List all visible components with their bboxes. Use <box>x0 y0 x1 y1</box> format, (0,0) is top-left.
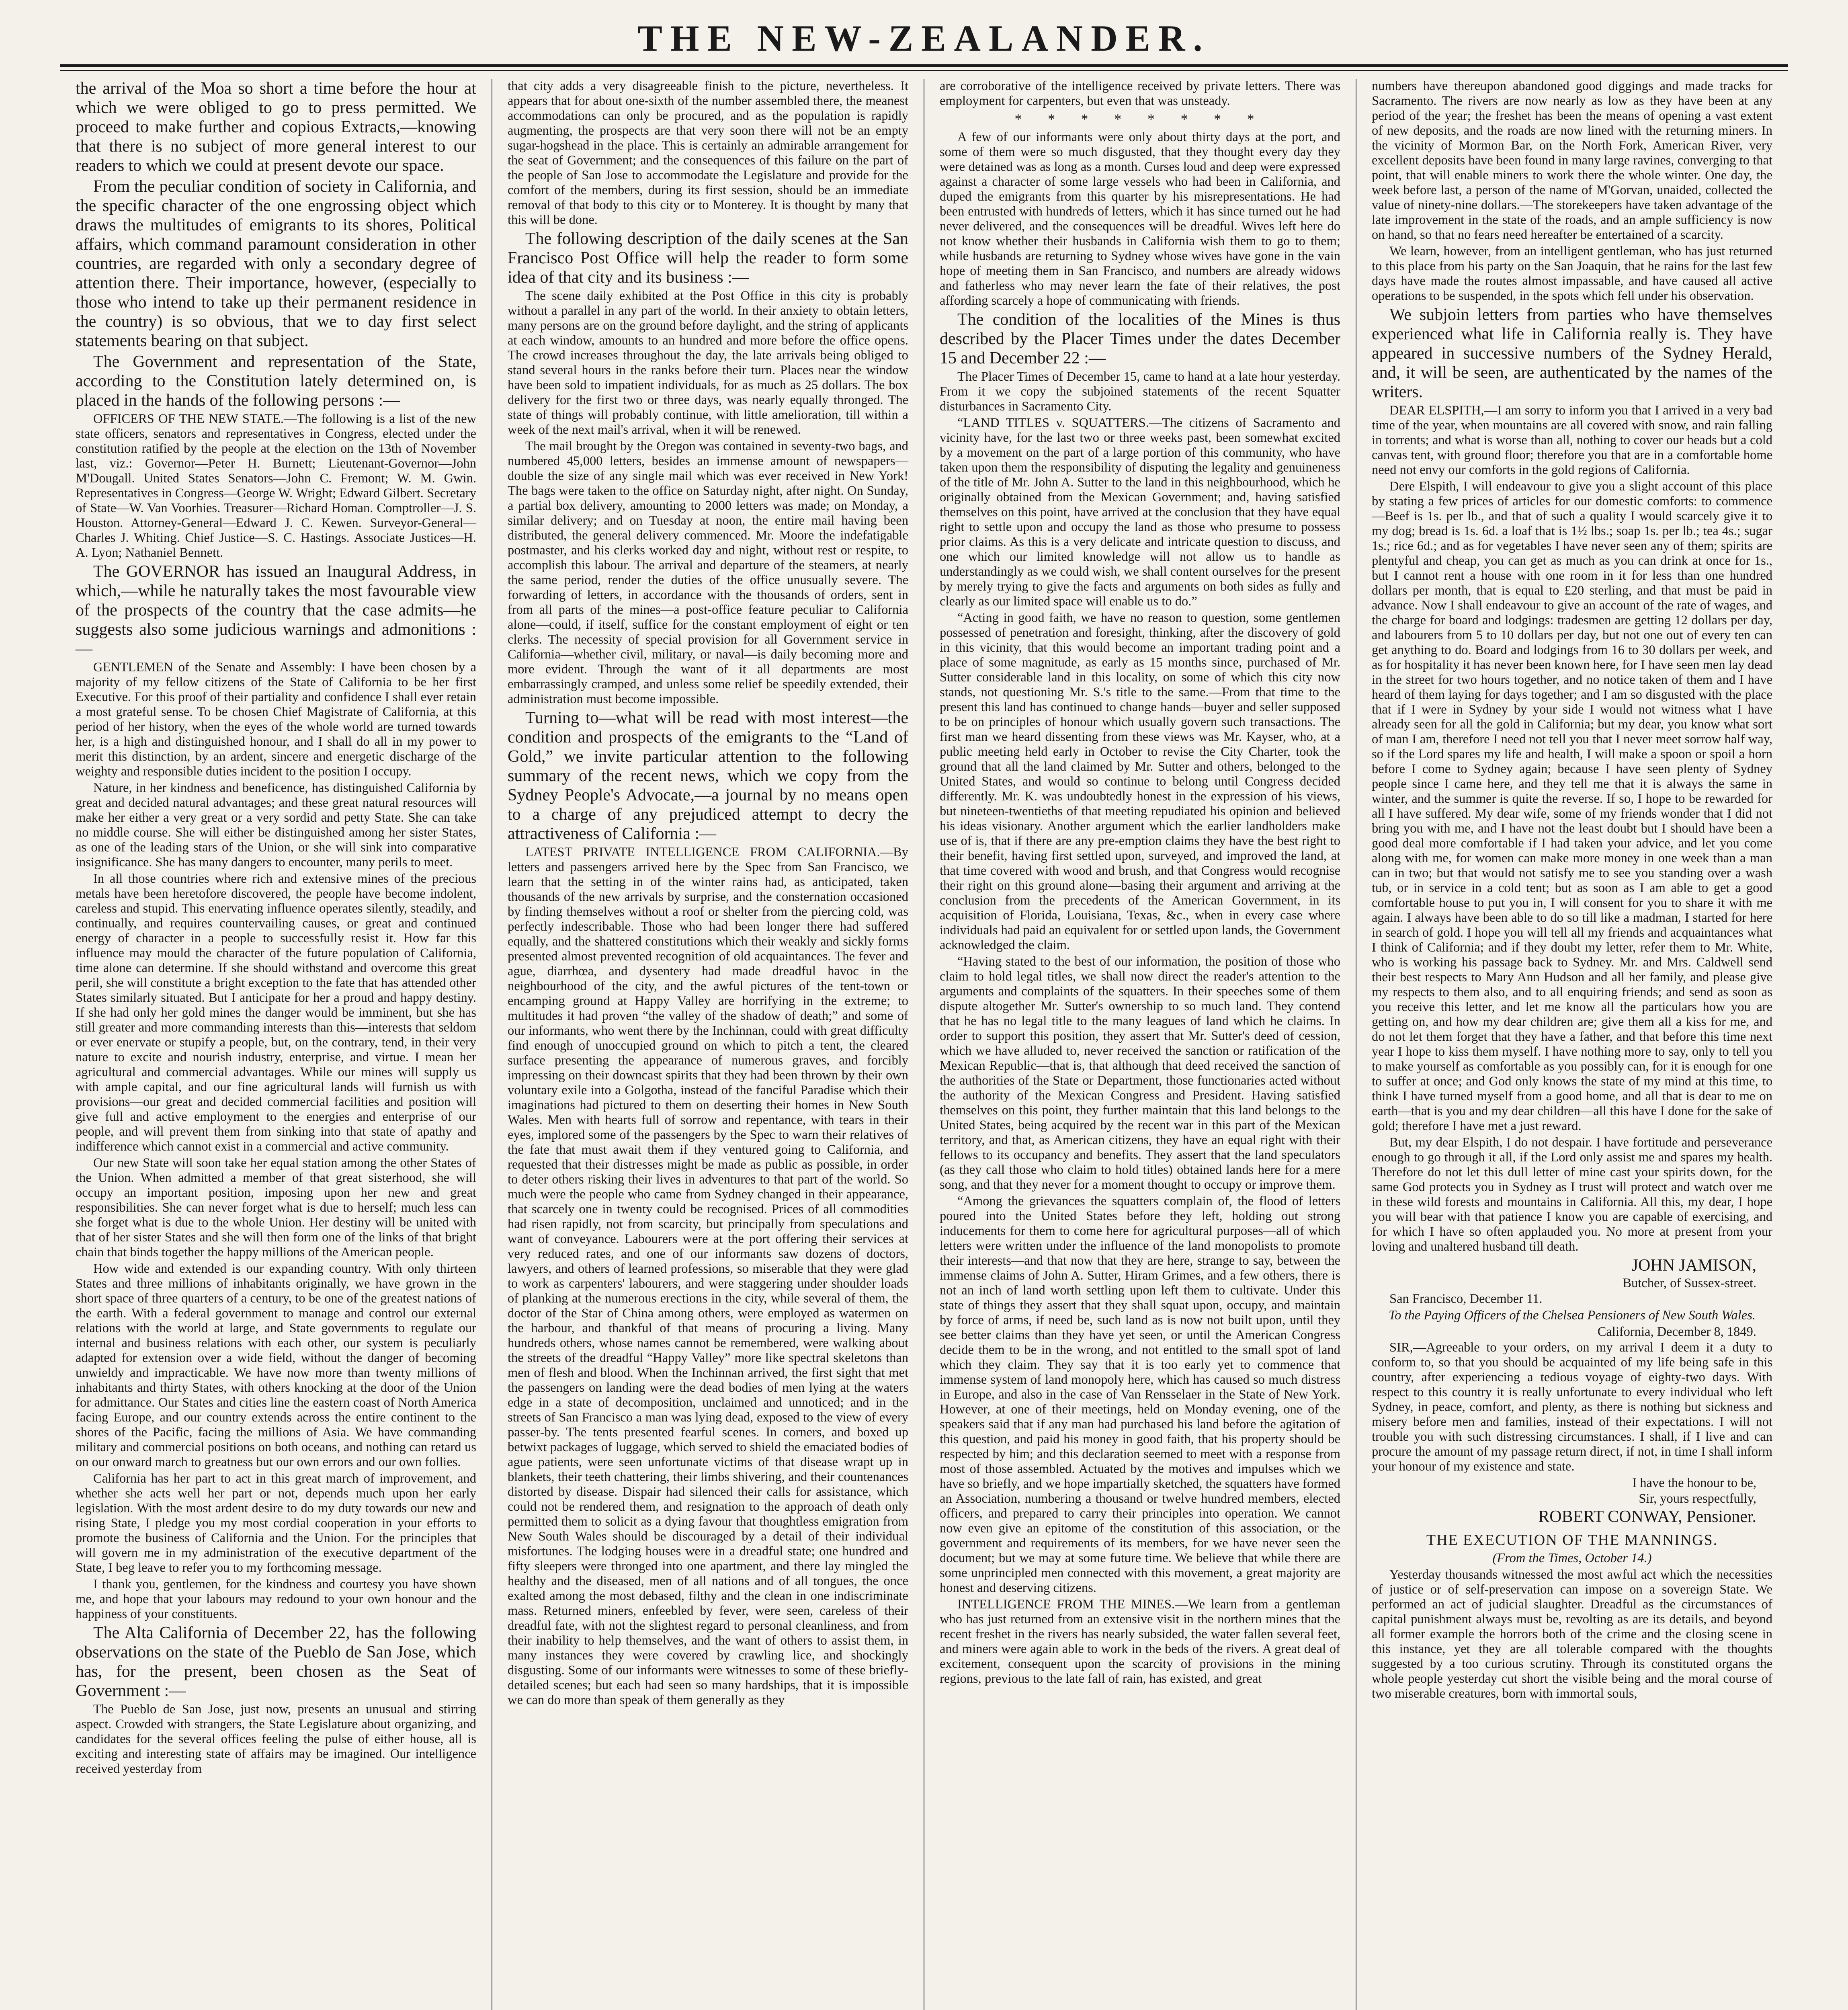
article-paragraph: But, my dear Elspith, I do not despair. I have fortitude and perseverance enough to go through it all, if the Lord only assist me and spares my health. Therefore do not let this dull letter of mine cast your spirits down, for the same God protects you in Sydney as I trust will protect and watch over me in these wild forests and mountains in California. All this, my dear, I hope you will bear with that patience I know you are capable of exercising, and for which I have so often applauded you. No more at present from your loving and unaltered husband till death. <box>1372 1135 1772 1254</box>
article-paragraph: Nature, in her kindness and beneficence, has distinguished California by great and decided natural advantages; and these great natural resources will make her either a very great or a very sordid and petty State. She can take no middle course. She will either be distinguished among her sister States, as one of the leading stars of the Union, or she will sink into comparative insignificance. She has many dangers to encounter, many perils to meet. <box>76 781 476 870</box>
article-paragraph: are corroborative of the intelligence received by private letters. There was employment for carpenters, but even that was unsteady. <box>940 79 1340 108</box>
signature-line: ROBERT CONWAY, Pensioner. <box>1538 1508 1756 1526</box>
article-paragraph: The Alta California of December 22, has the following observations on the state of the Pueblo de San Jose, which has, for the present, been chosen as the Seat of Government :— <box>76 1624 476 1700</box>
article-paragraph: INTELLIGENCE FROM THE MINES.—We learn from a gentleman who has just returned from an extensive visit in the northern mines that the recent freshet in the rivers has nearly subsided, the water fallen several feet, and miners were again able to work in the beds of the rivers. A great deal of excitement, consequent upon the scarcity of provisions in the mining regions, previous to the late fall of rain, has existed, and great <box>940 1597 1340 1686</box>
section-heading: THE EXECUTION OF THE MANNINGS. <box>1426 1532 1718 1549</box>
column-3 <box>924 79 1356 2010</box>
article-paragraph: The GOVERNOR has issued an Inaugural Address, in which,—while he naturally takes the most favourable view of the prospects of the country that the case admits—he suggests also some judicious warnings and admonitions :— <box>76 562 476 658</box>
article-paragraph: “Having stated to the best of our information, the position of those who claim to hold legal titles, we shall now direct the reader's attention to the arguments and complaints of the squatters. In their speeches some of them dispute altogether Mr. Sutter's ownership to so much land. They contend that he has no legal title to the many leagues of land which he claims. In order to support this position, they assert that Mr. Sutter's deed of cession, which we have alluded to, never received the sanction or ratification of the Mexican Republic—that is, that although that deed received the sanction of the authorities of the State or Department, those functionaries acted without the authority of the Mexican Congress and President. Having satisfied themselves on this point, they further maintain that this land belongs to the United States, being acquired by the recent war in this part of the Mexican territory, and that, as American citizens, they have an equal right with their fellows to its occupancy and benefits. They assert that the land speculators (as they call those who claim to hold titles) obtained lands here for a mere song, and that they never for a moment thought to occupy or improve them. <box>940 954 1340 1192</box>
columns <box>60 79 1788 2010</box>
article-paragraph: numbers have thereupon abandoned good diggings and made tracks for Sacramento. The rivers are now nearly as low as they have been at any period of the year; the freshet has been the means of opening a vast extent of new deposits, and the roads are now lined with the returning miners. In the vicinity of Mormon Bar, on the North Fork, American River, very excellent deposits have been found in many large ravines, converging to that point, that will enable miners to work there the whole winter. One day, the week before last, a person of the name of M'Gorvan, unaided, collected the value of ninety-nine dollars.—The storekeepers have taken advantage of the late improvement in the state of the roads, and an ample sufficiency is now on hand, so that no fears need hereafter be entertained of a scarcity. <box>1372 79 1772 242</box>
article-paragraph: Turning to—what will be read with most interest—the condition and prospects of the emigrants to the “Land of Gold,” we invite particular attention to the following summary of the recent news, which we copy from the Sydney People's Advocate,—a journal by no means open to a charge of any prejudiced attempt to decry the attractiveness of California :— <box>508 709 908 843</box>
signature-line: Sir, yours respectfully, <box>1639 1491 1756 1506</box>
article-paragraph: I thank you, gentlemen, for the kindness and courtesy you have shown me, and hope that your labours may redound to your own honour and the happiness of your constituents. <box>76 1577 476 1621</box>
article-paragraph: The mail brought by the Oregon was contained in seventy-two bags, and numbered 45,000 letters, besides an immense amount of newspapers—double the size of any single mail which was ever received in New York! The bags were taken to the office on Saturday night, after night. On Sunday, a partial box delivery, amounting to 2000 letters was made; on Monday, a similar delivery; and on Tuesday at noon, the entire mail having been distributed, the general delivery commenced. Mr. Moore the indefatigable postmaster, and his clerks worked day and night, without rest or respite, to accomplish this labour. The arrival and departure of the steamers, at nearly the same period, render the duties of the office unusually severe. The forwarding of letters, in accordance with the thousands of orders, sent in from all parts of the mines—a post-office feature peculiar to California alone—could, if itself, suffice for the constant employment of eight or ten clerks. The necessity of special provision for all Government service in California—whether civil, military, or naval—is daily becoming more and more evident. Through the want of it all departments are most embarrassingly cramped, and unless some relief be speedily extended, their administration must become impossible. <box>508 439 908 706</box>
column-1 <box>60 79 492 2010</box>
article-paragraph: The Government and representation of the State, according to the Constitution lately determined on, is placed in the hands of the following persons :— <box>76 353 476 410</box>
article-paragraph: Yesterday thousands witnessed the most awful act which the necessities of justice or of self-preservation can impose on a sovereign State. We performed an act of judicial slaughter. Dreadful as the circumstances of capital punishment always must be, revolting as are its details, and beyond all former example the horrors both of the crime and the closing scene in this instance, yet they are all tolerable compared with the thoughts suggested by a too curious scrutiny. Through its constituted organs the whole people yesterday cut short the visible being and the moral course of two miserable creatures, born with immortal souls, <box>1372 1567 1772 1701</box>
signature-line: Butcher, of Sussex-street. <box>1623 1276 1756 1290</box>
article-paragraph: DEAR ELSPITH,—I am sorry to inform you that I arrived in a very bad time of the year, when mountains are all covered with snow, and rain falling in torrents; and what is worse than all, nothing to cover our heads but a cold canvas tent, with ground floor; therefore you that are in a comfortable home need not envy our comforts in the gold regions of California. <box>1372 403 1772 477</box>
article-paragraph: OFFICERS OF THE NEW STATE.—The following is a list of the new state officers, senators and representatives in Congress, elected under the constitution ratified by the people at the election on the 13th of November last, viz.: Governor—Peter H. Burnett; Lieutenant-Governor—John M'Dougall. United States Senators—John C. Fremont; W. M. Gwin. Representatives in Congress—George W. Wright; Edward Gilbert. Secretary of State—W. Van Voorhies. Treasurer—Richard Homan. Comptroller—J. S. Houston. Attorney-General—Edward J. C. Kewen. Surveyor-General—Charles J. Whiting. Chief Justice—S. C. Hastings. Associate Justices—H. A. Lyon; Nathaniel Bennett. <box>76 412 476 560</box>
article-paragraph: A few of our informants were only about thirty days at the port, and some of them were so much disgusted, that they thought every day they were detained was as long as a month. Curses loud and deep were expressed against a character of some large vessels who had been in California, and duped the emigrants from this quarter by his misrepresentations. He had been entrusted with hundreds of letters, which it has since turned out he had never delivered, and the consequences will be dreadful. Wives left here do not know whether their husbands in California wish them to go to them; while husbands are returning to Sydney whose wives have gone in the vain hope of meeting them in San Francisco, and numbers are already widows and fatherless who may never learn the fate of their relatives, the post affording scarcely a hope of communicating with friends. <box>940 130 1340 308</box>
article-paragraph: San Francisco, December 11. <box>1389 1292 1543 1306</box>
masthead-title: THE NEW-ZEALANDER. <box>637 18 1211 59</box>
signature-line: California, December 8, 1849. <box>1597 1325 1756 1339</box>
article-paragraph: LATEST PRIVATE INTELLIGENCE FROM CALIFORNIA.—By letters and passengers arrived here by the Spec from San Francisco, we learn that the setting in of the winter rains had, as anticipated, taken thousands of the new arrivals by surprise, and the consternation occasioned by finding themselves without a roof or shelter from the piercing cold, was perfectly indescribable. Those who had been longer there had suffered equally, and the shattered constitutions which their weakly and sickly forms presented almost prevented recognition of old acquaintances. The fever and ague, diarrhœa, and dysentery had made dreadful havoc in the neighbourhood of the city, and the awful pictures of the tent-town or encamping ground at Happy Valley are horrifying in the extreme; to multitudes it had proven “the valley of the shadow of death;” and some of our informants, who went there by the Inchinnan, could with great difficulty find enough of unoccupied ground on which to pitch a tent, the cleared surface presenting the appearance of numerous graves, and forcibly impressing on their downcast spirits that they had been thrown by their own voluntary exile into a Golgotha, instead of the fanciful Paradise which their imaginations had pictured to them on deserting their homes in New South Wales. Men with hearts full of sorrow and repentance, with tears in their eyes, implored some of the passengers by the Spec to warn their relatives of the fate that must await them if they ventured going to California, and requested that their distresses might be made as public as possible, in order to deter others risking their lives in adventures to that part of the world. So much were the people who came from Sydney changed in their appearance, that scarcely one in twenty could be recognised. Prices of all commodities had risen rapidly, not from scarcity, but principally from speculations and want of conveyance. Labourers were at the port offering their services at very reduced rates, and one of our informants saw dozens of doctors, lawyers, and others of learned professions, so miserable that they were glad to work as carpenters' labourers, and were staggering under shoulder loads of planking at the numerous erections in the city, while several of them, the doctor of the Star of China among others, were employed as watermen on the harbour, and thankful of that means of procuring a living. Many hundreds others, whose names cannot be remembered, were walking about the streets of the dreadful “Happy Valley” more like spectral skeletons than men of flesh and blood. When the Inchinnan arrived, the first sight that met the passengers on landing were the dead bodies of men lying at the waters edge in a state of decomposition, unclaimed and unnoticed; and in the streets of San Francisco a man was lying dead, exposed to the view of every passer-by. The tents presented fearful scenes. In corners, and boxed up betwixt packages of luggage, which served to shield the emaciated bodies of ague patients, were seen unfortunate victims of that disease wrapt up in blankets, their teeth chattering, their limbs shivering, and their countenances distorted by disease. Dispair had silenced their calls for assistance, which could not be rendered them, and resignation to the approach of death only permitted them to solicit as a dying favour that thoughtless emigration from New South Wales should be discouraged by a detail of their individual misfortunes. The lodging houses were in a dreadful state; one hundred and fifty sleepers were thronged into one apartment, and there lay mingled the healthy and the diseased, men of all nations and of all tongues, the once exalted among the most debased, filthy and the clean in one indiscriminate mass. Returned miners, enfeebled by fever, were seen, careless of their dreadful fate, with not the slightest regard to personal cleanliness, and from their inability to help themselves, and the want of others to assist them, in many instances they were covered by crawling lice, and shockingly disgusting. Some of our informants were witnesses to some of these briefly-detailed scenes; but each had seen so many hardships, that it is impossible we can do more than speak of them generally as they <box>508 845 908 1707</box>
article-paragraph: that city adds a very disagreeable finish to the picture, nevertheless. It appears that for about one-sixth of the number assembled there, the meanest accommodations can only be procured, and as the population is rapidly augmenting, the prospects are that very soon there will not be an empty sugar-hogshead in the place. This is certainly an admirable arrangement for the seat of Government; and the consequences of this failure on the part of the people of San Jose to accommodate the Legislature and provide for the comfort of the members, during its first session, should be an immediate removal of that body to this city or to Monterey. It is thought by many that this will be done. <box>508 79 908 227</box>
article-paragraph: How wide and extended is our expanding country. With only thirteen States and three millions of inhabitants originally, we have grown in the short space of three quarters of a century, to be one of the greatest nations of the earth. With a federal government to manage and control our external relations with the world at large, and State governments to regulate our internal and business relations with each other, our system is peculiarly adapted for extension over a wide field, without the danger of becoming unwieldy and impracticable. We have now more than twenty millions of inhabitants and thirty States, with others knocking at the door of the Union for admittance. Our States and cities line the eastern coast of North America facing Europe, and our country extends across the entire continent to the shores of the Pacific, facing the millions of Asia. We have commanding military and commercial positions on both oceans, and nothing can retard us on our onward march to greatness but our own errors and our own follies. <box>76 1261 476 1469</box>
article-paragraph: The following description of the daily scenes at the San Francisco Post Office will help the reader to form some idea of that city and its business :— <box>508 230 908 287</box>
ornament-stars: * * * * * * * * <box>1014 111 1266 127</box>
article-paragraph: the arrival of the Moa so short a time before the hour at which we were obliged to go to press permitted. We proceed to make further and copious Extracts,—knowing that there is no subject of more general interest to our readers to which we could at present devote our space. <box>76 79 476 175</box>
article-paragraph: The Placer Times of December 15, came to hand at a late hour yesterday. From it we copy the subjoined statements of the recent Squatter disturbances in Sacramento City. <box>940 369 1340 414</box>
signature-line: JOHN JAMISON, <box>1631 1256 1756 1275</box>
article-paragraph: To the Paying Officers of the Chelsea Pensioners of New South Wales. <box>1389 1308 1756 1323</box>
article-paragraph: “LAND TITLES v. SQUATTERS.—The citizens of Sacramento and vicinity have, for the last two or three weeks past, been somewhat excited by a movement on the part of a large portion of this community, who have taken upon them the responsibility of disputing the legality and genuineness of the title of Mr. John A. Sutter to the land in this neighbourhood, which he originally obtained from the Mexican Government; and, having satisfied themselves on this point, have arrived at the conclusion that they have equal right to settle upon and occupy the land as those who presume to possess prior claims. As this is a very delicate and intricate question to discuss, and one which our limited knowledge will not allow us to handle as understandingly as we could wish, we shall content ourselves for the present by merely trying to give the facts and arguments on both sides as fully and clearly as our limited space will enable us to do.” <box>940 416 1340 609</box>
article-paragraph: The Pueblo de San Jose, just now, presents an unusual and stirring aspect. Crowded with strangers, the State Legislature about organizing, and candidates for the several offices feeling the pulse of either house, all is exciting and interesting state of affairs may be imagined. Our intelligence received yesterday from <box>76 1702 476 1776</box>
article-paragraph: The condition of the localities of the Mines is thus described by the Placer Times under the dates December 15 and December 22 :— <box>940 310 1340 367</box>
article-paragraph: California has her part to act in this great march of improvement, and whether she acts well her part or not, depends much upon her early legislation. With the most ardent desire to do my duty towards our new and rising State, I pledge you my most cordial cooperation in your efforts to promote the business of California and the Union. For the principles that will govern me in my administration of the executive department of the State, I beg leave to refer you to my forthcoming message. <box>76 1471 476 1575</box>
article-paragraph: Our new State will soon take her equal station among the other States of the Union. When admitted a member of that great sisterhood, she will occupy an important position, imposing upon her new and great responsibilities. She can never forget what is due to herself; much less can she forget what is due to the whole Union. Her destiny will be united with that of her sister States and she will then form one of the links of that bright chain that binds together the happy millions of the American people. <box>76 1156 476 1259</box>
article-paragraph: We learn, however, from an intelligent gentleman, who has just returned to this place from his party on the San Joaquin, that he rains for the last few days have made the routes almost impassable, and have caused all active operations to be suspended, in the spots which fell under his observation. <box>1372 244 1772 303</box>
article-paragraph: From the peculiar condition of society in California, and the specific character of the one engrossing object which draws the multitudes of emigrants to its shores, Political affairs, which command paramount consideration in other countries, are regarded with only a secondary degree of attention there. Their importance, however, (especially to those who intend to take up their permanent residence in the country) is so obvious, that we to day first select statements bearing on that subject. <box>76 177 476 350</box>
signature-line: I have the honour to be, <box>1632 1476 1756 1490</box>
article-paragraph: “Among the grievances the squatters complain of, the flood of letters poured into the United States before they left, holding out strong inducements for them to come here for agricultural purposes—all of which letters were written under the influence of the land monopolists to promote their interests—and that now that they are here, strange to say, between the immense claims of John A. Sutter, Hiram Grimes, and a few others, there is not an inch of land worth settling upon left them to cultivate. Under this state of things they assert that they shall squat upon, occupy, and maintain by force of arms, if need be, such land as is now not built upon, until they see better claims than they have yet seen, or until the American Congress decide them to be in the wrong, and not entitled to the small spot of land which they claim. They say that it is too early yet to commence that immense system of land monopoly here, which has caused so much distress in Europe, and also in the case of Van Rensselaer in the State of New York. However, at one of their meetings, held on Monday evening, one of the speakers said that if any man had purchased his land before the agitation of this question, and paid his money in good faith, that his property should be respected by him; and this declaration seemed to meet with a response from most of those assembled. Actuated by the motives and impulses which we have so briefly, and we hope impartially sketched, the squatters have formed an Association, numbering a thousand or twelve hundred members, elected officers, and prepared to carry their principles into operation. We cannot now even give an epitome of the constitution of this association, or the government and requirements of its members, for we have never seen the document; but we may at some future time. We believe that while there are some unprincipled men connected with this movement, a great majority are honest and deserving citizens. <box>940 1194 1340 1595</box>
article-paragraph: GENTLEMEN of the Senate and Assembly: I have been chosen by a majority of my fellow citizens of the State of California to be her first Executive. For this proof of their partiality and confidence I shall ever retain a most grateful sense. To be chosen Chief Magistrate of California, at this period of her history, when the eyes of the whole world are turned towards her, is a high and distinguished honour, and I shall do all in my power to merit this distinction, by an ardent, sincere and energetic discharge of the weighty and responsible duties incident to the position I occupy. <box>76 660 476 779</box>
article-paragraph: SIR,—Agreeable to your orders, on my arrival I deem it a duty to conform to, so that you should be acquainted of my life being safe in this country, after experiencing a tedious voyage of eighty-two days. With respect to this country it is really unfortunate to every individual who left Sydney, in peace, comfort, and plenty, as there is nothing but sickness and misery before men and families, instead of their expectations. I will not trouble you with such distressing circumstances. I shall, if I live and can procure the amount of my passage return direct, if not, in time I shall inform your honour of my existence and state. <box>1372 1340 1772 1474</box>
column-2 <box>492 79 924 2010</box>
article-paragraph: In all those countries where rich and extensive mines of the precious metals have been heretofore discovered, the people have become indolent, careless and stupid. This enervating influence operates silently, steadily, and continually, and requires countervailing causes, or great and continued energy of character in a people to successfully resist it. How far this influence may mould the character of the future population of California, time alone can determine. If she should withstand and overcome this great peril, she will constitute a bright exception to the fate that has attended other States similarly situated. But I anticipate for her a proud and happy destiny. If she had only her gold mines the danger would be imminent, but she has still greater and more commanding interests than this—interests that seldom or ever enervate or stupify a people, but, on the contrary, tend, in their very nature to excite and nourish industry, enterprise, and virtue. I mean her agricultural and commercial advantages. While our mines will supply us with ample capital, and our fine agricultural lands will furnish us with provisions—our great and decided commercial facilities and position will give full and active employment to the energies and enterprise of our people, and will prevent them from sinking into that state of apathy and indifference which cannot exist in a commercial and active community. <box>76 872 476 1154</box>
article-paragraph: We subjoin letters from parties who have themselves experienced what life in California really is. They have appeared in successive numbers of the Sydney Herald, and, it will be seen, are authenticated by the names of the writers. <box>1372 306 1772 401</box>
article-paragraph: The scene daily exhibited at the Post Office in this city is probably without a parallel in any part of the world. In their anxiety to obtain letters, many persons are on the ground before daylight, and the string of applicants at each window, amounts to an hundred and more before the office opens. The crowd increases throughout the day, the late arrivals being obliged to stand several hours in the ranks before their turn. Places near the window have been sold to impatient individuals, for as much as 25 dollars. The box delivery for the first two or three days, was nearly equally thronged. The state of things will probably continue, with little amelioration, till within a week of the next mail's arrival, when it will be renewed. <box>508 289 908 437</box>
masthead-rule-thin <box>60 70 1788 71</box>
column-4 <box>1356 79 1788 2010</box>
masthead-rule <box>60 64 1788 67</box>
article-paragraph: (From the Times, October 14.) <box>1492 1551 1652 1565</box>
article-paragraph: “Acting in good faith, we have no reason to question, some gentlemen possessed of penetration and foresight, thinking, after the discovery of gold in this vicinity, that this would become an important trading point and a place of some magnitude, as early as 15 months since, purchased of Mr. Sutter considerable land in this locality, on some of which this city now stands, not questioning Mr. S.'s title to the same.—From that time to the present this land has continued to change hands—buyer and seller supposed to be on principles of honour which usually govern such transactions. The first man we heard dissenting from these views was Mr. Kayser, who, at a public meeting held early in October to revise the City Charter, took the ground that all the land claimed by Mr. Sutter and others, belonged to the United States, and would so continue to belong until Congress decided differently. Mr. K. was undoubtedly honest in the expression of his views, but nineteen-twentieths of that meeting repudiated his opinion and believed his ideas visionary. Another argument which the earlier landholders make use of is, that if there are any pre-emption claims they have the best right to their benefit, having first settled upon, surveyed, and improved the land, at that time covered with wood and brush, and that Congress would recognise their right on this ground alone—basing their argument and arriving at the conclusion from the precedents of the American Government, in its acquisition of Florida, Louisiana, Texas, &c., when in every case where individuals had paid an equivalent for or settled upon lands, the Government acknowledged the claim. <box>940 611 1340 952</box>
article-paragraph: Dere Elspith, I will endeavour to give you a slight account of this place by stating a few prices of articles for our domestic comforts: to commence—Beef is 1s. per lb., and that of such a quality I would scarcely give it to my dog; bread is 1s. 6d. a loaf that is 1½ lbs.; soap 1s. per lb.; tea 4s.; sugar 1s.; rice 6d.; and as for vegetables I have never seen any of them; spirits are plentyful and cheap, you can get as much as you can drink at once for 1s., but I cannot rent a house with one room in it for less than one hundred dollars per month, that is equal to £20 sterling, and that must be paid in advance. Now I shall endeavour to give an account of the rate of wages, and the charge for board and lodgings: tradesmen are getting 12 dollars per day, and labourers from 5 to 10 dollars per day, but not one out of every ten can get anything to do. Board and lodgings from 16 to 30 dollars per week, and as for hospitality it has never been known here, for I have seen men lay dead in the street for two hours together, and no notice taken of them and I have heard of them laying for days together; and I am so disgusted with the place that if I were in Sydney by your side I would not witness what I have already seen for all the gold in California; but my dear, you know what sort of man I am, therefore I need not tell you that I never meet sorrow half way, so if the Lord spares my life and health, I will make a spoon or spoil a horn before I come to Sydney again; because I have seen plenty of Sydney people since I came here, and they tell me that it is always the same in winter, and the summer is quite the reverse. If so, I hope to be rewarded for all I have suffered. My dear wife, some of my friends wonder that I did not bring you with me, and I have not the least doubt but I should have been a good deal more comfortable if I had taken your advice, and let you come along with me, for women can make more money in one week than a man can in two; but that would not satisfy me to see you standing over a wash tub, or in service in a cold tent; but as soon as I am able to get a good comfortable house to put you in, I will consent for you to share it with me again. I always have been able to do so till like a madman, I started for here in search of gold. I hope you will tell all my friends and acquaintances what I think of California; and if they doubt my letter, refer them to Mr. White, who is working his passage back to Sydney. Mr. and Mrs. Caldwell send their best respects to Mary Ann Hudson and all her family, and please give my respects to them also, and to all enquiring friends; and send as soon as you receive this letter, and let me know all the particulars how you are getting on, and how my dear children are; give them all a kiss for me, and do not let them forget that they have a father, and that before this time next year I hope to kiss them myself. I have nothing more to say, only to tell you to make yourself as comfortable as you possibly can, for it is enough for one to suffer at once; and God only knows the state of my mind at this time, to think I have turned myself from a good home, and all that is dear to me on earth—that is you and my dear children—all this have I done for the sake of gold; therefore I have met a just reward. <box>1372 479 1772 1133</box>
